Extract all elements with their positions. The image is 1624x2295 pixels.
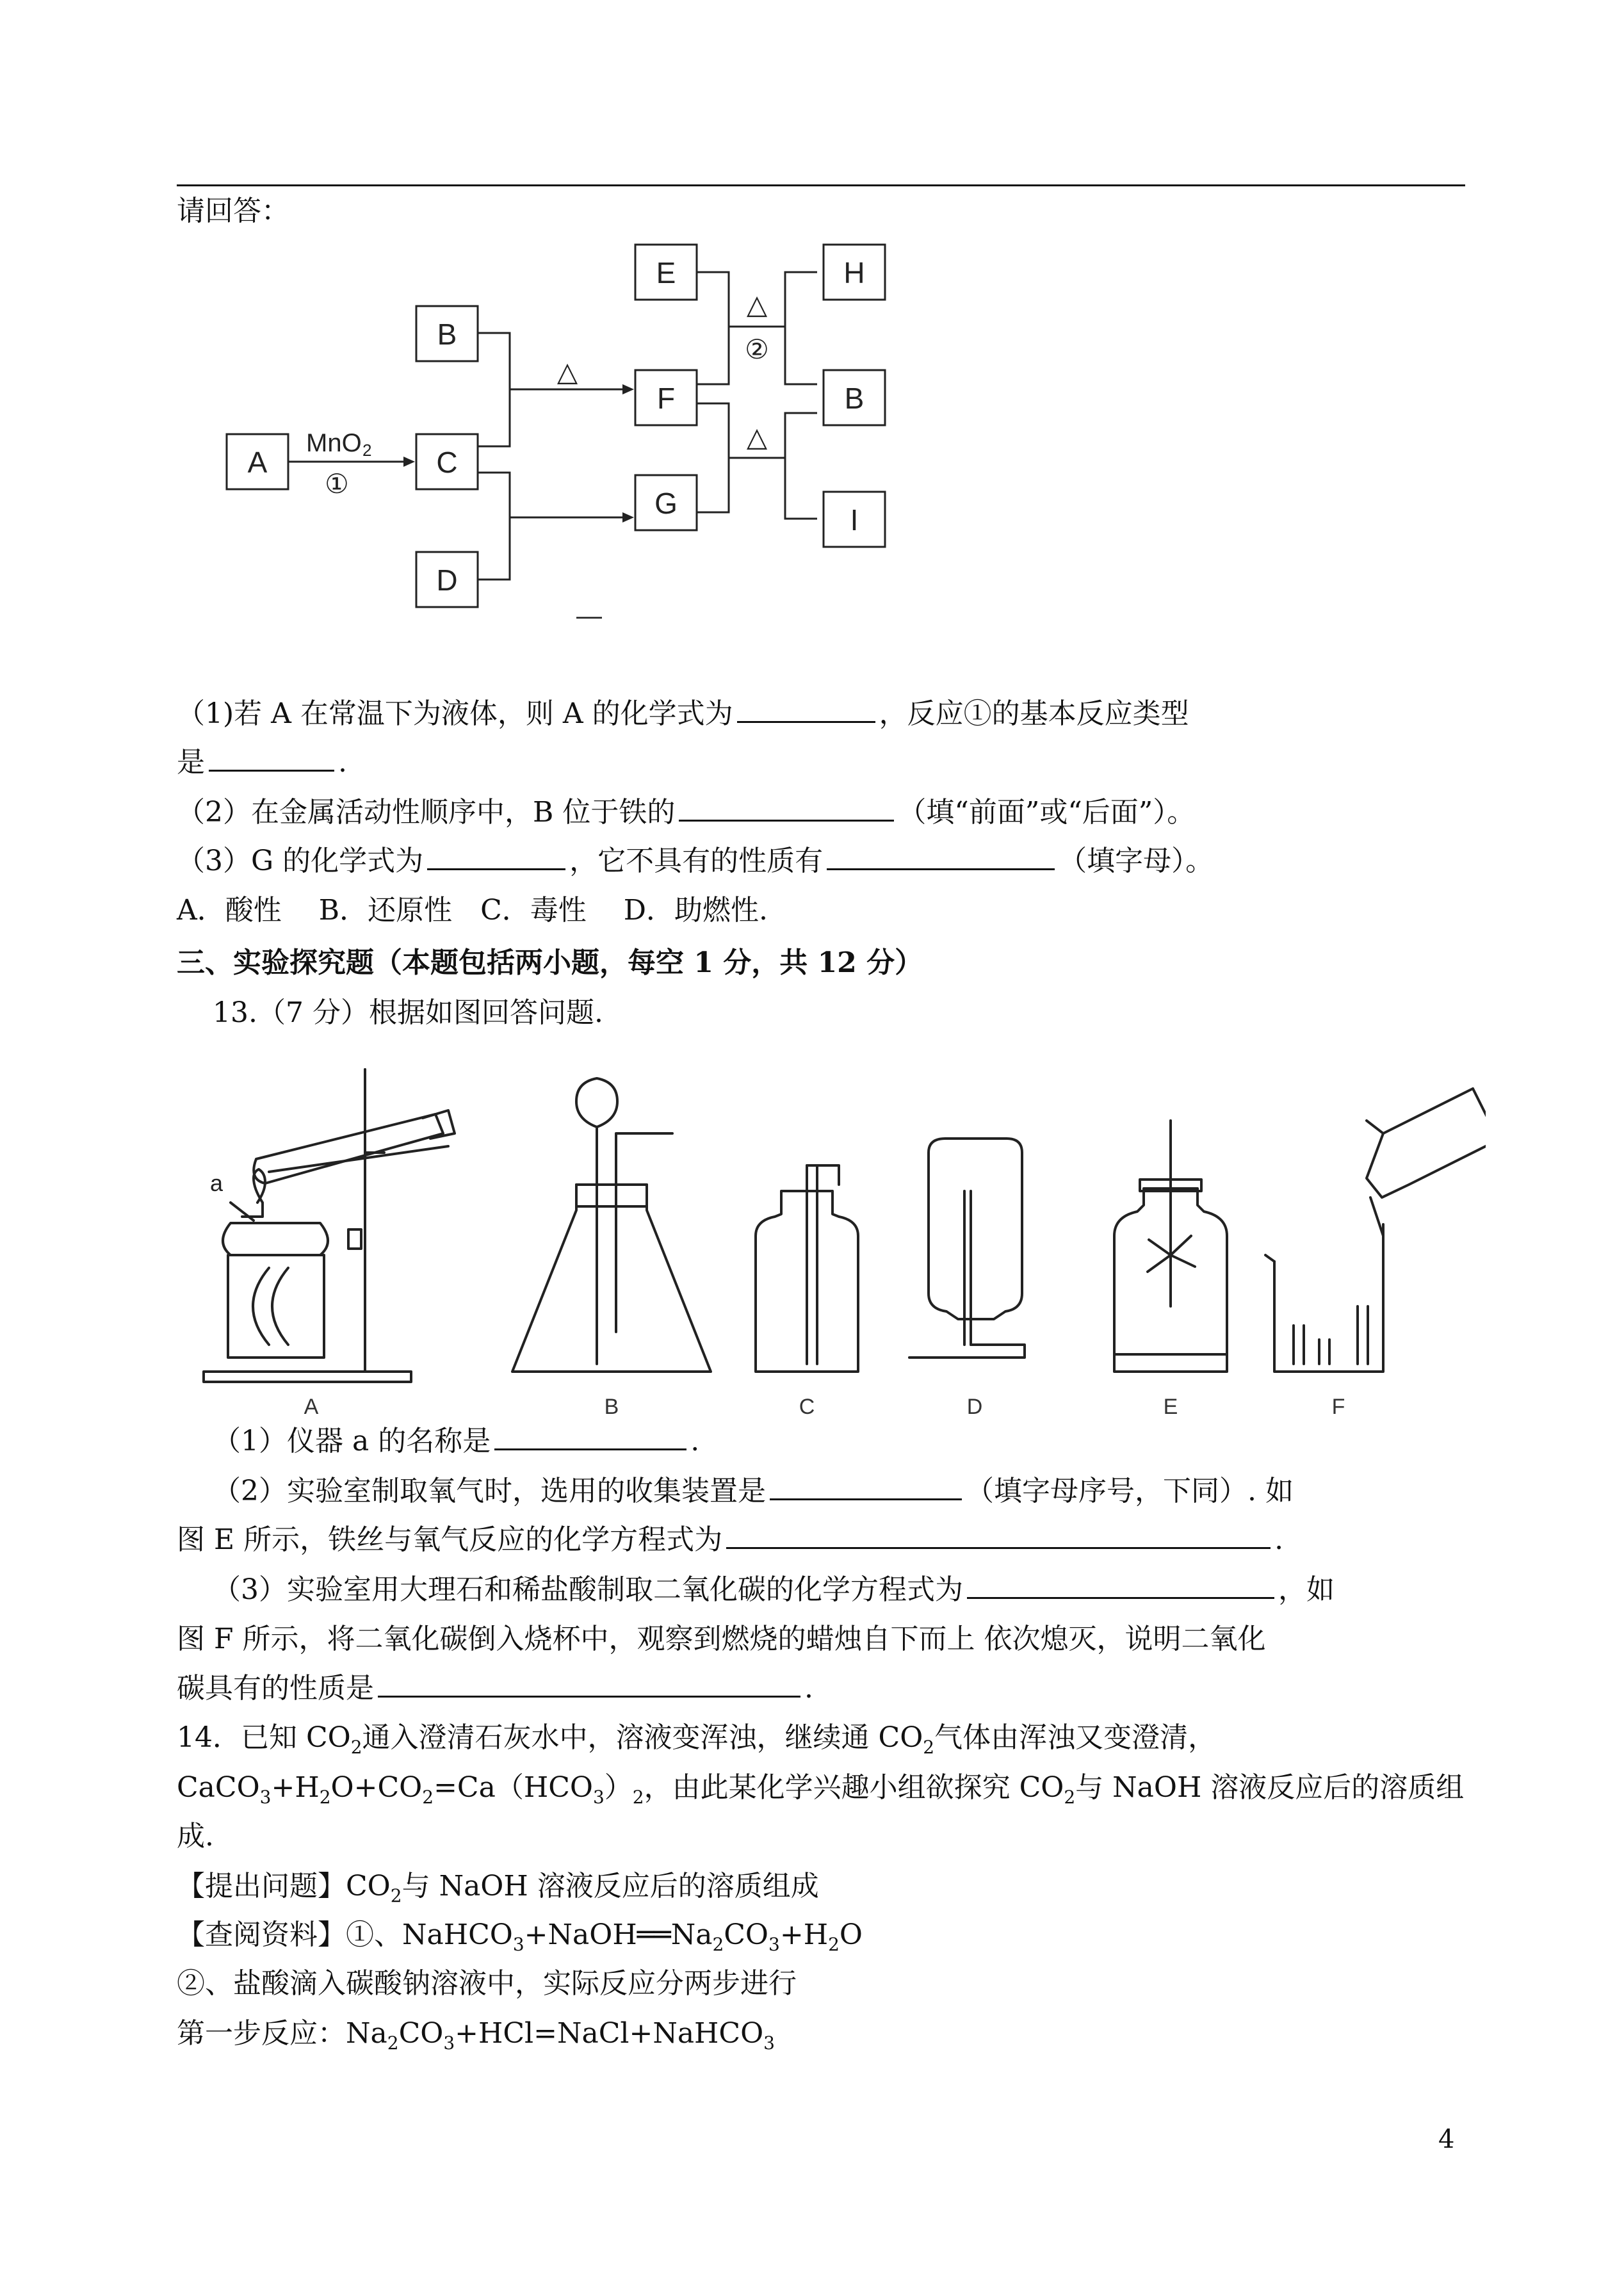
heat-symbol-3: △ [746,422,768,452]
answer-blank-g-property[interactable] [827,843,1055,870]
q12-options: A．酸性 B．还原性 C．毒性 D．助燃性. [177,894,768,927]
stray-mark: — [576,602,602,630]
box-b2-label: B [844,382,865,415]
apparatus-label-a: A [304,1395,319,1419]
q12-part1-line2: 是 . [177,744,347,781]
answer-blank-instrument-name[interactable] [494,1423,686,1450]
q13-title: 13.（7 分）根据如图回答问题. [213,996,603,1029]
apparatus-f-co2-pouring [1265,1089,1486,1372]
box-a-label: A [247,446,268,479]
box-d-label: D [436,564,458,597]
q14-line3: 成. [177,1820,214,1853]
mno2-subscript: 2 [362,441,372,460]
box-c-label: C [436,446,458,479]
answer-blank-iron-equation[interactable] [726,1521,1271,1549]
q14-question: 【提出问题】$CO_2$与 NaOH 溶液反应后的溶质组成 [177,1870,819,1906]
header-rule [177,184,1465,186]
step1-mark: ① [325,469,349,499]
answer-blank-co2-property[interactable] [378,1670,800,1698]
apparatus-label-e: E [1163,1395,1178,1419]
apparatus-a-heating-setup [204,1069,455,1382]
answer-blank-collect-device[interactable] [770,1473,962,1500]
reaction-flow-diagram [211,231,916,640]
box-h-label: H [843,256,865,289]
apparatus-label-b: B [604,1395,619,1419]
section3-title: 三、实验探究题（本题包括两小题，每空 1 分，共 12 分） [177,946,923,979]
q12-part1-line1: （1)若 A 在常温下为液体，则 A 的化学式为 ，反应①的基本反应类型 [177,695,1189,732]
q13-part2-line2: 图 E 所示，铁丝与氧气反应的化学方程式为 . [177,1521,1283,1558]
q12-part2: （2）在金属活动性顺序中，B 位于铁的 （填“前面”或“后面”）。 [177,794,1195,831]
apparatus-e-iron-in-oxygen [1114,1121,1227,1372]
heat-symbol-1: △ [556,357,578,387]
heat-symbol-2: △ [746,289,768,320]
box-f-label: F [656,382,676,415]
q13-part2-line1: （2）实验室制取氧气时，选用的收集装置是 （填字母序号，下同）. 如 [213,1473,1294,1509]
box-b-label: B [437,318,457,351]
answer-blank-co2-equation[interactable] [967,1571,1274,1599]
box-g-label: G [654,487,678,520]
q12-part3: （3）G 的化学式为 ，它不具有的性质有 （填字母）。 [177,843,1214,879]
q14-line2: $CaCO_3+H_2O+CO_2=Ca(HCO_3)_2$，由此某化学兴趣小组欲探究 $CO_2$与 NaOH 溶液反应后的溶质组 [177,1771,1465,1808]
q13-part3-line1: （3）实验室用大理石和稀盐酸制取二氧化碳的化学方程式为 ，如 [213,1571,1335,1608]
answer-blank-formula-a[interactable] [737,695,875,723]
q14-reference-2: ②、盐酸滴入碳酸钠溶液中，实际反应分两步进行 [177,1967,797,2000]
apparatus-c-collecting-bottle [756,1165,858,1372]
apparatus-figure [192,1063,1486,1422]
apparatus-d-inverted-bottle [909,1139,1025,1358]
box-i-label: I [850,503,859,537]
answer-blank-reaction-type[interactable] [209,744,334,772]
q14-reference-1: 【查阅资料】①、$NaHCO_3+NaOH══Na_2CO_3+H_2O$ [177,1918,863,1955]
apparatus-label-c: C [799,1395,815,1419]
step2-mark: ② [745,334,769,364]
page-number: 4 [1438,2125,1455,2154]
apparatus-b-conical-flask [512,1078,711,1372]
apparatus-label-d: D [966,1395,983,1419]
answer-blank-activity-order[interactable] [679,794,894,822]
q14-line1: 14．已知 $CO_2$通入澄清石灰水中，溶液变浑浊，继续通 $CO_2$气体由浑浊又变澄清， [177,1721,1217,1758]
q13-part1: （1）仪器 a 的名称是 . [213,1423,699,1459]
box-e-label: E [656,256,676,289]
intro-text: 请回答： [177,195,289,227]
q13-part3-line2: 图 F 所示，将二氧化碳倒入烧杯中，观察到燃烧的蜡烛自下而上 依次熄灭，说明二氧化 [177,1623,1266,1655]
apparatus-label-f: F [1331,1395,1345,1419]
q13-part3-line3: 碳具有的性质是 . [177,1670,813,1707]
mno2-label: MnO [306,429,362,457]
q14-step1: 第一步反应：$Na_2CO_3+HCl=NaCl+NaHCO_3$ [177,2017,775,2054]
instrument-a-mark: a [210,1170,223,1196]
answer-blank-g-formula[interactable] [427,843,565,870]
